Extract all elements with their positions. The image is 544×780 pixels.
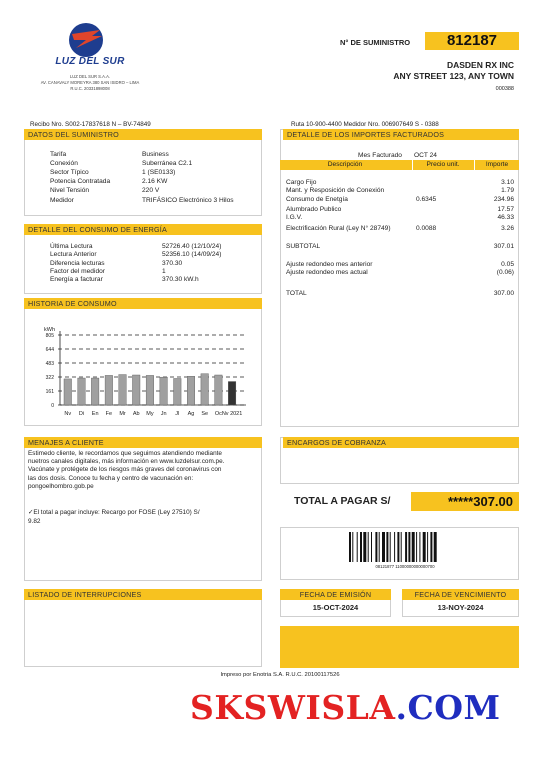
header-price: Precio unit. [426,161,460,168]
x-tick-label: En [91,411,99,417]
barcode-bar [412,532,415,562]
barcode-text: 08121877 11000000000000700 [375,564,435,569]
table-cell: Cargo Fijo [286,179,317,186]
y-tick-label: 0 [51,403,54,409]
supply-number: 812187 [425,32,519,50]
table-cell: 370.30 kW.h [162,276,199,284]
barcode-bar [419,532,420,562]
header-divider [474,160,475,170]
table-cell: 234.96 [493,196,514,203]
barcode-bar [427,532,428,562]
table-cell: 0.05 [501,261,514,268]
table-cell: 17.57 [497,206,514,213]
barcode-bar [401,532,402,562]
total-value: *****307.00 [411,492,519,511]
barcode-bar [349,532,351,562]
x-tick-label: Ag [187,411,195,417]
company-address: AV. CANAVALY MOREYRA 380 SAN ISIDRO – LIMA [40,80,140,85]
emision-date: 15-OCT-2024 [312,603,359,612]
barcode-bar [371,532,372,562]
table-cell: 307.01 [493,243,514,250]
bar [132,375,140,405]
barcode-bar [416,532,417,562]
barcode-bar [386,532,388,562]
table-cell: Mant. y Resposición de Conexión [286,187,385,194]
table-cell: 46.33 [497,214,514,221]
bar [64,379,72,405]
bar [228,382,236,405]
table-cell: Medidor [50,196,74,204]
mensajes-body: Estimedo cliente, le recordamos que seguimos atendiendo mediante nuetros canales digitales, más información en www.luzdelsur.com.pe. Vacúnate y protégete de los riesgos más graves del coronavirus con las dos dosis. Conoce tu fecha y centro de vacunación en: pongoelhombro.gob.pe [28,450,225,490]
table-cell: 2.16 KW [142,178,168,186]
table-cell: Última Lectura [50,243,93,250]
table-cell: Alumbrado Publico [286,206,342,213]
barcode-bar [390,532,391,562]
table-cell: 1.79 [501,187,514,194]
importes-title: DETALLE DE LOS IMPORTES FACTURADOS [283,129,519,140]
barcode-bar [360,532,362,562]
interrupciones-panel [24,589,262,667]
bar [91,378,99,405]
vencimiento-label: FECHA DE VENCIMIENTO [402,589,519,600]
table-cell: Consumo de Enetgía [286,196,348,203]
table-cell: Lectura Anterior [50,251,97,259]
table-cell: 220 V [142,187,160,195]
emision-label: FECHA DE EMISIÓN [280,589,391,600]
supply-label: N° DE SUMINISTRO [340,38,411,47]
company-ruc: R.U.C. 20331898008 [70,86,110,91]
y-tick-label: 805 [45,333,54,339]
bar [78,378,86,405]
table-cell: Tarifa [50,151,67,158]
barcode-bar [423,532,426,562]
month-value: OCT 24 [414,152,437,159]
x-tick-label: My [146,411,154,417]
table-cell: SUBTOTAL [286,243,321,250]
header-amount: Importe [485,161,509,168]
x-tick-label: Ab [132,411,140,417]
table-cell: Electrificación Rural (Ley N° 28749) [286,225,391,232]
table-cell: 1 (SE0133) [142,169,176,177]
table-cell: (0.06) [496,269,514,276]
barcode-bar [375,532,377,562]
table-cell: 307.00 [493,290,514,297]
yellow-stamp-block [280,626,519,668]
table-cell: 3.10 [501,179,514,186]
y-axis-label: kWh [44,327,55,333]
table-cell: TOTAL [286,290,307,297]
header-description: Descripción [327,161,363,168]
encargos-title: ENCARGOS DE COBRANZA [283,437,519,448]
watermark-part: .COM [395,688,501,727]
bar [119,375,127,405]
bar [146,375,154,405]
x-tick-label: Jn [160,411,167,417]
table-cell: Energía a facturar [50,276,103,284]
company-legal-name: LUZ DEL SUR S.A.A. [69,74,111,79]
total-label: TOTAL A PAGAR S/ [294,495,391,507]
consumption-chart [30,318,256,422]
barcode-bar [379,532,380,562]
y-tick-label: 322 [45,375,54,381]
bar [105,375,113,405]
barcode-bar [352,532,353,562]
barcode-icon [349,532,461,562]
watermark [190,688,500,728]
table-cell: 52726.40 (12/10/24) [162,243,222,250]
vencimiento-date: 13-NOY-2024 [437,603,484,612]
datos-title: DATOS DEL SUMINISTRO [24,129,262,140]
receipt-line: Recibo Nro. S002-17837618 N – BV-74849 [30,121,151,128]
mensajes-note: ✓El total a pagar incluye: Recargo por FOSE (Ley 27510) S/ 9.82 [28,509,200,525]
header-divider [412,160,413,170]
historia-title: HISTORIA DE CONSUMO [24,298,262,309]
bar [215,375,223,405]
x-tick-label: Nv [64,411,72,417]
table-cell: Ajuste redondeo mes anterior [286,261,373,268]
importes-panel [280,129,519,427]
customer-code: 000388 [495,86,514,92]
mensajes-title: MENAJES A CLIENTE [24,437,262,448]
y-tick-label: 161 [45,389,54,395]
table-cell: Potencia Contratada [50,178,111,186]
x-tick-label: Oc [214,411,222,417]
barcode-bar [368,532,369,562]
barcode-bar [434,532,437,562]
barcode-bar [363,532,366,562]
table-cell: 370.30 [162,259,183,267]
barcode-bar [382,532,385,562]
barcode-bar [405,532,407,562]
y-tick-label: 483 [45,361,54,367]
table-cell: Conexión [50,160,78,168]
table-cell: I.G.V. [286,214,303,221]
watermark-part: SKSWISLA [190,688,396,727]
x-tick-label: Fe [105,411,113,417]
table-cell: Business [142,151,169,158]
barcode-bar [394,532,395,562]
x-tick-label: Di [78,411,85,417]
x-tick-label: Se [201,411,209,417]
logo-text: LUZ DEL SUR [55,56,125,67]
table-cell: Factor del medidor [50,267,105,275]
consumo-title: DETALLE DEL CONSUMO DE ENERGÍA [24,224,262,235]
bar [174,378,182,405]
printer-line: Impreso por Enotria S.A. R.U.C. 20100117526 [220,672,340,678]
customer-address: ANY STREET 123, ANY TOWN [393,71,514,81]
table-cell: Suberránea C2.1 [142,160,193,168]
table-cell: Ajuste redondeo mes actual [286,269,368,276]
barcode-bar [430,532,432,562]
table-cell: 3.26 [501,225,514,232]
y-tick-label: 644 [45,347,54,353]
customer-name: DASDEN RX INC [446,60,514,70]
x-tick-label: Mr [119,411,126,417]
x-tick-label: Nv 2021 [221,411,243,417]
bar [201,374,209,405]
table-cell: Diferencia lecturas [50,259,105,267]
table-cell: 52356.10 (14/09/24) [162,251,222,259]
bar [160,377,168,405]
route-line: Ruta 10-900-4400 Medidor Nro. 006907649 S - 0388 [291,121,439,128]
table-cell: Nivel Tensión [50,187,90,195]
table-cell: 0.6345 [416,196,437,203]
table-cell: TRIFÁSICO Electrónico 3 Hilos [142,196,234,204]
barcode-bar [397,532,399,562]
barcode-bar [357,532,358,562]
table-cell: 1 [162,267,166,275]
bar [187,376,195,405]
barcode-bar [408,532,410,562]
month-label: Mes Facturado [358,152,402,159]
table-cell: Sector Típico [50,169,89,177]
table-cell: 0.0088 [416,225,437,232]
x-tick-label: Jl [175,411,180,417]
interrupciones-title: LISTADO DE INTERRUPCIONES [24,589,262,600]
